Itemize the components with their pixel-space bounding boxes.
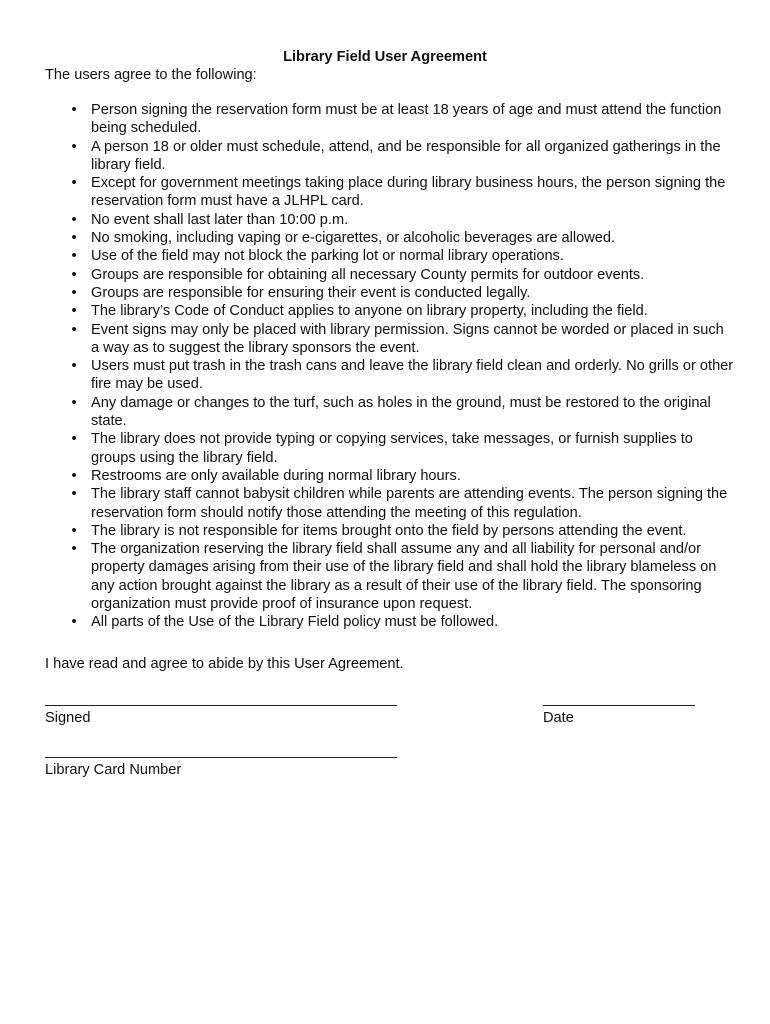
rule-text: Person signing the reservation form must be at least 18 years of age and must attend the function being scheduled. bbox=[91, 102, 722, 137]
list-item bbox=[45, 211, 735, 229]
list-item bbox=[45, 229, 735, 247]
rule-text: Users must put trash in the trash cans and leave the library field clean and orderly. No grills or other fire may be used. bbox=[91, 358, 734, 393]
list-item bbox=[45, 321, 735, 358]
list-item bbox=[45, 613, 735, 631]
rules-list bbox=[45, 101, 735, 632]
bullet-icon: • bbox=[71, 394, 77, 411]
bullet-icon: • bbox=[71, 467, 77, 484]
bullet-icon: • bbox=[71, 321, 77, 338]
bullet-icon: • bbox=[71, 522, 77, 539]
rule-text: Any damage or changes to the turf, such as holes in the ground, must be restored to the original state. bbox=[91, 394, 711, 430]
rule-text: Except for government meetings taking place during library business hours, the person signing the reservation form must have a JLHPL card. bbox=[91, 175, 726, 210]
list-item bbox=[45, 540, 735, 613]
signature-field[interactable] bbox=[45, 705, 397, 706]
signed-label: Signed bbox=[45, 710, 91, 726]
list-item bbox=[45, 138, 735, 175]
rule-text: Restrooms are only available during normal library hours. bbox=[91, 467, 461, 484]
intro-text: The users agree to the following: bbox=[45, 67, 257, 83]
bullet-icon: • bbox=[71, 102, 77, 118]
list-item bbox=[45, 485, 735, 522]
agreement-statement: I have read and agree to abide by this User Agreement. bbox=[45, 656, 404, 672]
rule-text: No smoking, including vaping or e-cigarettes, or alcoholic beverages are allowed. bbox=[91, 230, 616, 247]
list-item bbox=[45, 467, 735, 485]
bullet-icon: • bbox=[71, 248, 77, 265]
list-item bbox=[45, 247, 735, 265]
bullet-icon: • bbox=[71, 541, 77, 558]
library-card-number-label: Library Card Number bbox=[45, 762, 182, 778]
bullet-icon: • bbox=[71, 230, 77, 247]
date-field[interactable] bbox=[543, 705, 695, 706]
rule-text: The organization reserving the library field shall assume any and all liability for personal and/or property damages arising from their use of the library field and shall hold the library blameless on any action brought against the library as a result of their use of the library field. The sponsoring organization must provide proof of insurance upon request. bbox=[91, 541, 717, 613]
bullet-icon: • bbox=[71, 431, 77, 448]
bullet-icon: • bbox=[71, 284, 77, 301]
rule-text: All parts of the Use of the Library Field policy must be followed. bbox=[91, 614, 499, 631]
rule-text: The library does not provide typing or copying services, take messages, or furnish supplies to groups using the library field. bbox=[91, 431, 693, 466]
rule-text: Groups are responsible for obtaining all necessary County permits for outdoor events. bbox=[91, 266, 645, 283]
list-item bbox=[45, 302, 735, 320]
rule-text: The library staff cannot babysit children while parents are attending events. The person signing the reservation form should notify those attending the meeting of this regulation. bbox=[91, 486, 728, 521]
list-item bbox=[45, 266, 735, 284]
list-item bbox=[45, 284, 735, 302]
bullet-icon: • bbox=[71, 138, 77, 155]
list-item bbox=[45, 522, 735, 540]
rule-text: The library’s Code of Conduct applies to anyone on library property, including the field. bbox=[91, 303, 648, 320]
date-label: Date bbox=[543, 710, 574, 726]
bullet-icon: • bbox=[71, 266, 77, 283]
bullet-icon: • bbox=[71, 486, 77, 503]
library-card-number-field[interactable] bbox=[45, 757, 397, 758]
page-title: Library Field User Agreement bbox=[283, 49, 487, 65]
list-item bbox=[45, 394, 735, 431]
list-item bbox=[45, 174, 735, 211]
bullet-icon: • bbox=[71, 614, 77, 631]
list-item bbox=[45, 357, 735, 394]
rule-text: The library is not responsible for items brought onto the field by persons attending the event. bbox=[91, 522, 687, 539]
rule-text: A person 18 or older must schedule, attend, and be responsible for all organized gatherings in the library field. bbox=[91, 138, 721, 173]
rule-text: Groups are responsible for ensuring their event is conducted legally. bbox=[91, 284, 531, 301]
rule-text: Use of the field may not block the parking lot or normal library operations. bbox=[91, 248, 564, 265]
list-item bbox=[45, 430, 735, 467]
rule-text: No event shall last later than 10:00 p.m. bbox=[91, 211, 349, 228]
bullet-icon: • bbox=[71, 211, 77, 228]
rule-text: Event signs may only be placed with library permission. Signs cannot be worded or placed in such a way as to suggest the library sponsors the event. bbox=[91, 321, 724, 356]
bullet-icon: • bbox=[71, 175, 77, 192]
bullet-icon: • bbox=[71, 358, 77, 375]
list-item bbox=[45, 101, 735, 138]
bullet-icon: • bbox=[71, 303, 77, 320]
